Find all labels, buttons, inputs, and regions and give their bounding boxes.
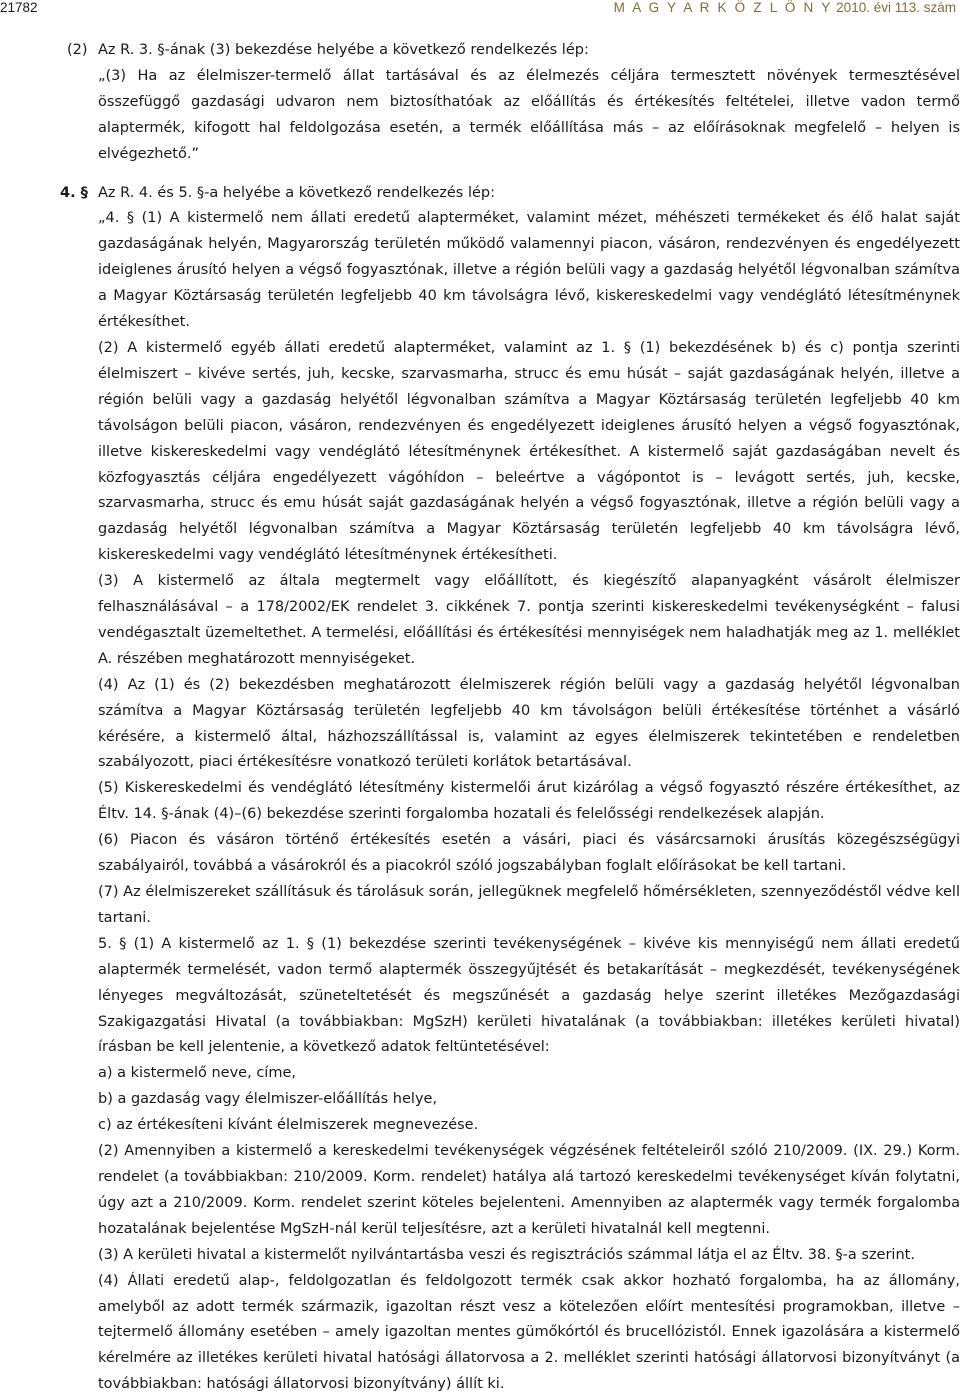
journal-title: M A G Y A R K Ö Z L Ö N Y bbox=[613, 0, 833, 15]
paragraph: „4. § (1) A kistermelő nem állati eredetű alapterméket, valamint mézet, méhészeti termékeket és élő halat saját gazdaságának helyén, Magyarország területén működő valamennyi piacon, vásáron, rendezvényen és engedélyezett ideiglenes árusító helyen a végső fogyasztónak, illetve a régión belüli vagy a gazdaság helyétől légvonalban számítva a Magyar Köztársaság területén legfeljebb 40 km távolságra lévő, kiskereskedelmi vagy vendéglátó létesítménynek értékesíthet. bbox=[98, 210, 960, 331]
quoted-provision: „(3) Ha az élelmiszer-termelő állat tartásával és az élelmezés céljára termesztett növények termesztésével összefüggő gazdasági udvaron nem biztosíthatóak az előállítás és értékesítés feltételei, illetve vadon termő alaptermék, kifogott hal feldolgozása esetén, a termék előállítása más – az előírásoknak megfelelő – helyen is elvégezhető.” bbox=[98, 67, 960, 162]
paragraph: (2) Amennyiben a kistermelő a kereskedelmi tevékenységek végzésének feltételeiről szóló 210/2009. (IX. 29.) Korm. rendelet (a továbbiakban: 210/2009. Korm. rendelet) hatálya alá tartozó kereskedelmi tevékenységet kíván folytatni, úgy azt a 210/2009. Korm. rendelet szerint köteles bejelenteni. Amennyiben az alaptermék vagy termék forgalomba hozatalának bejelentése MgSzH-nál kerül teljesítésre, azt a kerületi hivatalnál kell megtenni. bbox=[98, 1143, 960, 1237]
item-text: Az R. 3. §-ának (3) bekezdése helyébe a következő rendelkezés lép: bbox=[98, 42, 589, 58]
paragraph: (7) Az élelmiszereket szállításuk és tárolásuk során, jellegüknek megfelelő hőmérsékleten, szennyeződéstől védve kell tartani. bbox=[98, 884, 960, 926]
paragraph: (4) Állati eredetű alap-, feldolgozatlan és feldolgozott termék csak akkor hozható forgalomba, ha az állomány, amelyből az adott termék származik, igazoltan részt vesz a kötelezően előírt mentesítési programokban, illetve – tejtermelő állomány esetében – amely igazoltan mentes gümőkórtól és brucellózistól. Ennek igazolására a kistermelő kérelmére az illetékes kerületi hivatal hatósági állatorvosa a 2. melléklet szerinti hatósági állatorvosi bizonyítványt (a továbbiakban: hatósági állatorvosi bizonyítvány) állít ki. bbox=[98, 1272, 960, 1393]
paragraph: (3) A kerületi hivatal a kistermelőt nyilvántartásba veszi és regisztrációs számmal látja el az Éltv. 38. §-a szerint. bbox=[98, 1246, 915, 1263]
section-4-heading bbox=[0, 181, 960, 207]
page-number: 21782 bbox=[0, 0, 38, 15]
page-header bbox=[0, 0, 960, 16]
list-item: a) a kistermelő neve, címe, bbox=[98, 1065, 296, 1082]
list-item: b) a gazdaság vagy élelmiszer-előállítás helye, bbox=[98, 1091, 438, 1108]
amendment-item-2 bbox=[0, 38, 960, 64]
paragraph: (5) Kiskereskedelmi és vendéglátó létesítmény kistermelői árut kizárólag a végső fogyasztó részére értékesíthet, az Éltv. 14. §-ának (4)–(6) bekezdése szerinti forgalomba hozatali és felelősségi rendelkezések alapján. bbox=[98, 780, 960, 823]
item-number: (2) bbox=[67, 42, 88, 58]
paragraph: 5. § (1) A kistermelő az 1. § (1) bekezdése szerinti tevékenységének – kivéve kis mennyiségű nem állati eredetű alaptermék termelését, vadon termő alaptermék összegyűjtését és betakarítását – megkezdését, tevékenységének lényeges megváltozását, szüneteltetését és megszűnését a gazdaság helye szerint illetékes Mezőgazdasági Szakigazgatási Hivatal (a továbbiakban: MgSzH) kerületi hivatalának (a továbbiakban: illetékes kerületi hivatal) írásban be kell jelentenie, a következő adatok feltüntetésével: bbox=[98, 935, 960, 1056]
section-marker: 4. § bbox=[60, 184, 88, 201]
paragraph: (2) A kistermelő egyéb állati eredetű alapterméket, valamint az 1. § (1) bekezdésének b) és c) pontja szerinti élelmiszert – kivéve sertés, juh, kecske, szarvasmarha, strucc és emu húsát – saját gazdaságának helyén, illetve a régión belüli vagy a gazdaság helyétől légvonalban számítva a Magyar Köztársaság területén legfeljebb 40 km távolságon belüli piacon, vásáron, rendezvényen és engedélyezett ideiglenes árusító helyen a végső fogyasztónak, illetve kiskereskedelmi vagy vendéglátó létesítménynek értékesíthet. A kistermelő saját gazdaságában nevelt és közfogyasztás céljára engedélyezett vágóhídon – beleértve a vágópontot is – levágott sertés, juh, kecske, szarvasmarha, strucc és emu húsát saját gazdaságának helyén a végső fogyasztónak, illetve a régión belüli vagy a gazdaság helyétől légvonalban számítva a Magyar Köztársaság területén legfeljebb 40 km távolságra lévő, kiskereskedelmi vagy vendéglátó létesítménynek értékesítheti. bbox=[98, 339, 960, 564]
list-item: c) az értékesíteni kívánt élelmiszerek megnevezése. bbox=[98, 1117, 479, 1134]
paragraph: (3) A kistermelő az általa megtermelt vagy előállított, és kiegészítő alapanyagként vásárolt élelmiszer felhasználásával – a 178/2002/EK rendelet 3. cikkének 7. pontja szerinti kiskereskedelmi tevékenységként – falusi vendégasztalt üzemeltethet. A termelési, előállítási és értékesítési mennyiségek nem haladhatják meg az 1. melléklet A. részében meghatározott mennyiségeket. bbox=[98, 573, 960, 667]
document-body bbox=[0, 38, 960, 1398]
journal-header bbox=[614, 0, 956, 16]
paragraph: (6) Piacon és vásáron történő értékesítés esetén a vásári, piaci és vásárcsarnoki árusítás közegészségügyi szabályairól, továbbá a vásárokról és a piacokról szóló jogszabályban foglalt előírásokat be kell tartani. bbox=[98, 832, 960, 875]
section-text: Az R. 4. és 5. §-a helyébe a következő rendelkezés lép: bbox=[98, 184, 496, 201]
issue-label: 2010. évi 113. szám bbox=[836, 0, 956, 15]
paragraph: (4) Az (1) és (2) bekezdésben meghatározott élelmiszerek régión belüli vagy a gazdaság helyétől légvonalban számítva a Magyar Köztársaság területén legfeljebb 40 km távolságon belüli értékesítése történhet a vásárló kérésére, a kistermelő által, házhozszállítással is, valamint az egyes élelmiszerek tekintetében e rendeletben szabályozott, piaci értékesítésre vonatkozó területi korlátok betartásával. bbox=[98, 676, 960, 771]
